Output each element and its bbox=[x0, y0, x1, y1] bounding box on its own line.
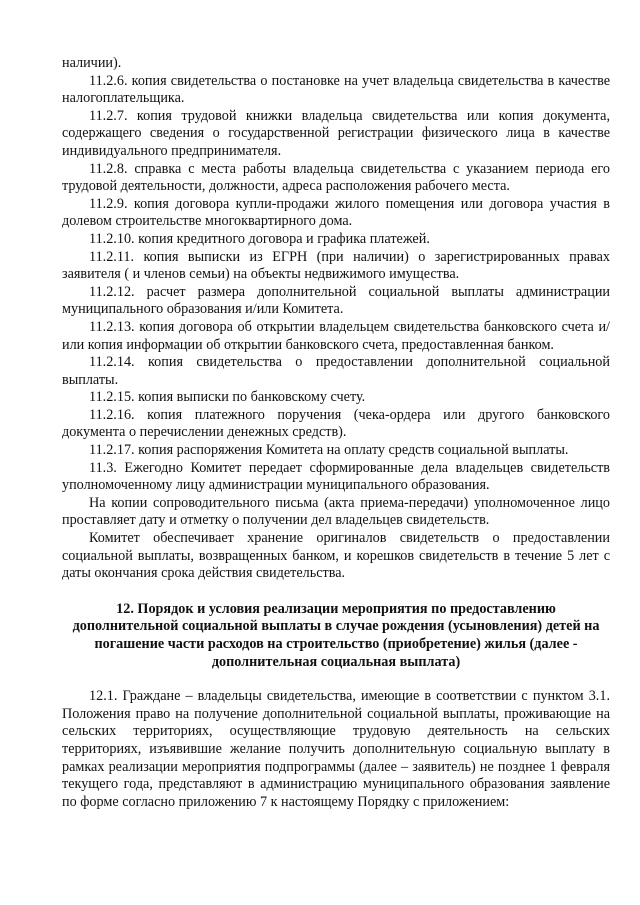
paragraph-storage: Комитет обеспечивает хранение оригиналов свидетельств о предоставлении социальной выплаты, возвращенных банком, и корешков свидетельств в течение 5 лет с даты окончания срока действия свидетельства. bbox=[62, 530, 610, 582]
paragraph-11-3: 11.3. Ежегодно Комитет передает сформированные дела владельцев свидетельств уполномоченному лицу администрации муниципального образования. bbox=[62, 459, 610, 494]
paragraph-continuation: наличии). bbox=[62, 55, 122, 71]
paragraph-11-2-13: 11.2.13. копия договора об открытии владельцем свидетельства банковского счета и/или копия информации об открытии банковского счета, предоставленная банком. bbox=[62, 318, 610, 353]
paragraph-11-2-12: 11.2.12. расчет размера дополнительной социальной выплаты администрации муниципального образования и/или Комитета. bbox=[62, 283, 610, 318]
paragraph-11-2-10: 11.2.10. копия кредитного договора и графика платежей. bbox=[89, 230, 430, 247]
paragraph-11-2-9: 11.2.9. копия договора купли-продажи жилого помещения или договора участия в долевом строительстве многоквартирного дома. bbox=[62, 195, 610, 230]
paragraph-11-2-17: 11.2.17. копия распоряжения Комитета на оплату средств социальной выплаты. bbox=[89, 442, 569, 459]
document-page bbox=[62, 55, 610, 811]
paragraph-11-2-6: 11.2.6. копия свидетельства о постановке на учет владельца свидетельства в качестве налогоплательщика. bbox=[62, 72, 610, 107]
section-heading: 12. Порядок и условия реализации мероприятия по предоставлению дополнительной социальной выплаты в случае рождения (усыновления) детей на погашение части расходов на строительство (приобретение) жилья (далее - дополнительная социальная выплата) bbox=[72, 600, 600, 670]
paragraph-11-2-14: 11.2.14. копия свидетельства о предоставлении дополнительной социальной выплаты. bbox=[62, 354, 610, 388]
paragraph-11-2-16: 11.2.16. копия платежного поручения (чека-ордера или другого банковского документа о перечислении денежных средств). bbox=[62, 406, 610, 441]
paragraph-12-1: 12.1. Граждане – владельцы свидетельства, имеющие в соответствии с пунктом 3.1. Положения право на получение дополнительной социальной выплаты, проживающие на сельских территориях, осуществляющие трудовую деятельность на сельских территориях, изъявившие желание получить дополнительную социальную выплату в рамках реализации мероприятия подпрограммы (далее – заявитель) не позднее 1 февраля текущего года, представляют в администрацию муниципального образования заявление по форме согласно приложению 7 к настоящему Порядку с приложением: bbox=[62, 688, 610, 810]
paragraph-11-2-11: 11.2.11. копия выписки из ЕГРН (при наличии) о зарегистрированных правах заявителя ( и членов семьи) на объекты недвижимого имущества. bbox=[62, 248, 610, 283]
paragraph-copy-letter: На копии сопроводительного письма (акта приема-передачи) уполномоченное лицо проставляет дату и отметку о получении дел владельцев свидетельств. bbox=[62, 494, 610, 529]
paragraph-11-2-15: 11.2.15. копия выписки по банковскому счету. bbox=[89, 389, 366, 406]
paragraph-11-2-8: 11.2.8. справка с места работы владельца свидетельства с указанием периода его трудовой деятельности, должности, адреса расположения рабочего места. bbox=[62, 160, 610, 195]
paragraph-11-2-7: 11.2.7. копия трудовой книжки владельца свидетельства или копия документа, содержащего сведения о государственной регистрации физического лица в качестве индивидуального предпринимателя. bbox=[62, 107, 610, 159]
